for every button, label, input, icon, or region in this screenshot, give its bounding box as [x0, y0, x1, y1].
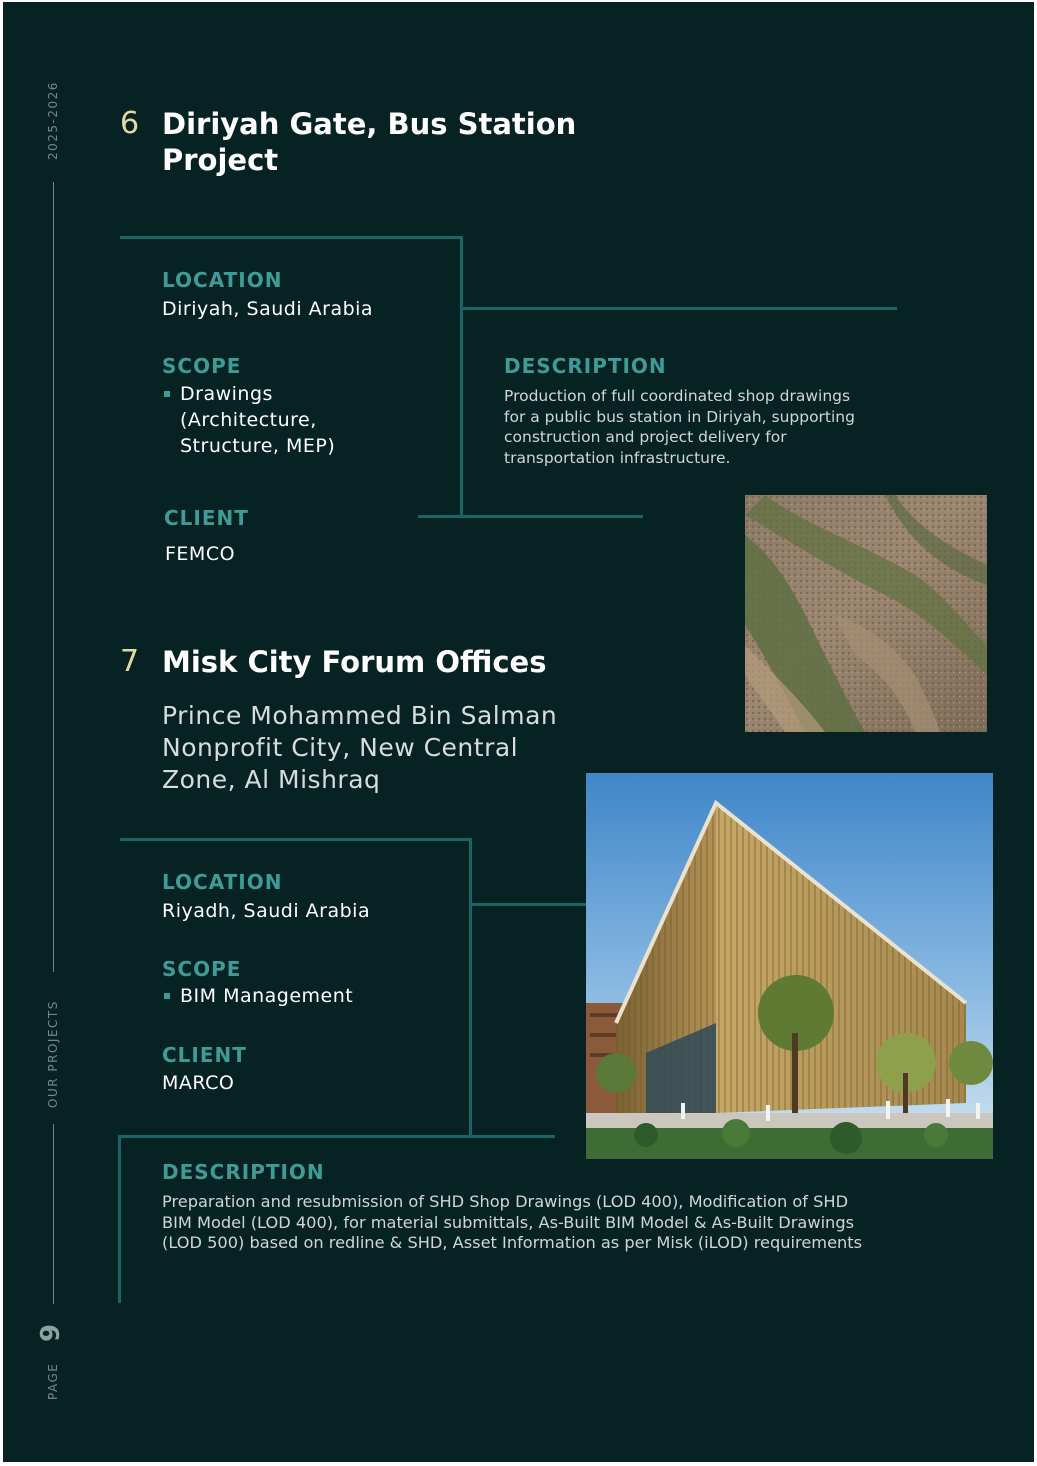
p6-location-value: Diriyah, Saudi Arabia	[162, 298, 374, 320]
p7-description-line2: BIM Model (LOD 400), for material submittals, As-Built BIM Model & As-Built Drawings	[162, 1212, 855, 1232]
p7-frame-bottom	[118, 1135, 555, 1138]
p6-frame-top	[120, 236, 463, 239]
sidebar-divider-bottom	[53, 1124, 54, 1304]
project7-subtitle	[162, 700, 557, 796]
page-label: PAGE	[46, 1362, 60, 1400]
diriyah-aerial-photo	[745, 495, 987, 732]
p7-subtitle-line3: Zone, Al Mishraq	[162, 765, 381, 794]
bullet-icon	[164, 993, 170, 999]
p6-description-label: DESCRIPTION	[504, 354, 667, 378]
p7-description	[162, 1192, 982, 1254]
page-number: 9	[36, 1323, 67, 1343]
page	[3, 2, 1034, 1462]
p6-connector	[460, 307, 897, 310]
sidebar-section: OUR PROJECTS	[46, 1000, 60, 1108]
p7-scope-text: BIM Management	[180, 985, 354, 1007]
project7-number: 7	[120, 644, 140, 679]
p7-client-label: CLIENT	[162, 1043, 247, 1067]
p7-description-label: DESCRIPTION	[162, 1160, 325, 1184]
p6-description-line2: for a public bus station in Diriyah, supporting	[504, 407, 855, 426]
p6-client-value: FEMCO	[165, 543, 236, 565]
p7-location-value: Riyadh, Saudi Arabia	[162, 900, 371, 922]
p6-description-line1: Production of full coordinated shop drawings	[504, 387, 851, 405]
p7-frame-top	[120, 838, 472, 841]
building-illustration	[586, 773, 993, 1159]
misk-building-photo	[586, 773, 993, 1159]
project6-title-line1: Diriyah Gate, Bus Station	[162, 107, 577, 141]
p6-location-label: LOCATION	[162, 268, 283, 292]
p7-subtitle-line1: Prince Mohammed Bin Salman	[162, 701, 558, 730]
p6-scope-text	[180, 381, 335, 459]
p6-scope-line1: Drawings	[180, 383, 273, 405]
project6-title	[162, 106, 576, 178]
p6-scope-line3: Structure, MEP)	[180, 435, 336, 457]
p6-scope-label: SCOPE	[162, 354, 242, 378]
p6-frame-right	[460, 236, 463, 518]
project6-title-line2: Project	[162, 143, 279, 177]
p7-subtitle-line2: Nonprofit City, New Central	[162, 733, 519, 762]
sidebar-divider-top	[53, 182, 54, 972]
p7-scope-item	[164, 983, 353, 1009]
p6-description-line4: transportation infrastructure.	[504, 448, 731, 467]
sidebar-years: 2025-2026	[46, 81, 60, 160]
p7-scope-label: SCOPE	[162, 957, 242, 981]
aerial-illustration	[745, 495, 987, 732]
p7-frame-right	[469, 838, 472, 1138]
p7-location-label: LOCATION	[162, 870, 283, 894]
project7-title: Misk City Forum Offices	[162, 645, 547, 679]
p7-connector	[469, 903, 589, 906]
p7-frame-left	[118, 1135, 121, 1303]
p7-description-line1: Preparation and resubmission of SHD Shop Drawings (LOD 400), Modification of SHD	[162, 1192, 849, 1211]
p6-scope-item	[164, 381, 335, 459]
p7-description-line3: (LOD 500) based on redline & SHD, Asset Information as per Misk (iLOD) requirements	[162, 1233, 863, 1252]
p7-client-value: MARCO	[162, 1072, 235, 1094]
p6-frame-bottom	[418, 515, 643, 518]
p6-client-label: CLIENT	[164, 506, 249, 530]
bullet-icon	[164, 391, 170, 397]
p6-description-line3: construction and project delivery for	[504, 428, 787, 446]
p6-scope-line2: (Architecture,	[180, 409, 317, 431]
p6-description	[504, 386, 924, 468]
project6-number: 6	[120, 106, 140, 141]
